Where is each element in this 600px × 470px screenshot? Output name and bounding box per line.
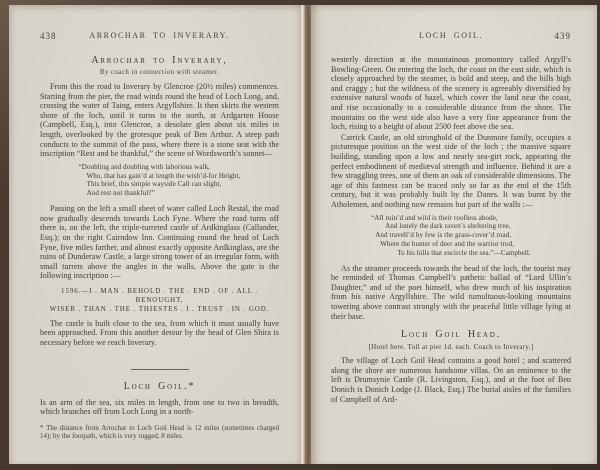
paragraph-carrick-castle: Carrick Castle, an old stronghold of the Dunmore family, occupies a picturesque position on the west side of the loch ; the massive square building, standing upon a low and nearly sea-girt rock, appearing the perfect embodiment of mediæval strength and influence. Behind it are a few straggling trees, one of them an oak of considerable dimensions. The age of this fastness can be traced only so far as the end of the 15th century, but it was probably built by the Danes. It was burnt by the Atholemen, and nothing now remains but part of the walls :— <box>331 132 571 209</box>
page-right <box>311 5 597 464</box>
footnote-distance: * The distance from Arrochar to Loch Goil Head is 12 miles (sometimes charged 14); by the footpath, which is very rugged, 8 miles. <box>40 423 279 441</box>
verse-wordsworth <box>40 163 279 200</box>
running-head-left <box>40 31 279 43</box>
section-divider <box>40 357 279 375</box>
verse-line: And rest not thankful?” <box>86 189 155 198</box>
section-subtitle-coach: By coach in connection with steamer. <box>99 68 220 76</box>
running-title-right: LOCH GOIL. <box>419 31 483 40</box>
paragraph-loch-restal: Passing on the left a small sheet of water called Loch Restal, the road now gradually descends towards Loch Fyne. Where the road turns off there is, on the left, the triple-turreted castle of Ardkinglass (Callander, Esq.); on the right Cairndow Inn. Continuing round the head of Loch Fyne, five miles farther, and almost exactly opposite Ardkinglass, are the ruins of Dunderaw Castle, a large strong tower of an irregular form, with small turrets above the angles in the walls. Above the gate is the following inscription :— <box>40 204 279 281</box>
paragraph-westerly-direction: westerly direction at the mountainous promontory called Argyll’s Bowling-Green. On entering the loch, the coast on the east side, which is closely approached by the steamer, is bold and steep, and the hills high and craggy ; but the wildness of the scenery is agreeably diversified by extensive natural woods of hazel, which cover the land near the coast, and rise occasionally to a considerable distance from the shore. The mountains on the west side also have a very fine appearance from the loch, rising to a height of about 2500 feet above the sea. <box>331 55 571 132</box>
bracket-note-hotel: [Hotel here. Toll at pier 1d. each. Coach to Inverary.] <box>368 343 534 352</box>
verse-line: And travell’d by few is the grass-cover’d road, <box>375 231 512 240</box>
paragraph-glencroe-road: From this the road to Inverary by Glencroe (20½ miles) commences. Starting from the pier, the road winds round the head of Loch Long, and, crossing the water of Taing, enters Argyllshire. It then skirts the western shore of the loch, until it turns to the north, at Ardgarten House (Campbell, Esq.), into Glencroe, a desolate glen about six miles in length, overlooked by the grotesque peak of Ben Arthur. A steep path conducts to the summit of the pass, where there is a stone seat with the inscription “Rest and be thankful,” the scene of Wordsworth’s sonnet— <box>40 82 279 159</box>
paragraph-steamer-proceeds: As the steamer proceeds towards the head of the loch, the tourist may be reminded of Thomas Campbell’s pathetic ballad of “Lord Ullin’s Daughter,” and of the poet himself, who drew much of his inspiration from his native Argyllshire. The wild tumultuous-looking mountains towering above contrast strongly with the peaceful little village lying at their base. <box>331 263 571 321</box>
verse-line: To his hills that encircle the sea.”—Campbell. <box>397 248 531 257</box>
paragraph-village: The village of Loch Goil Head contains a good hotel ; and scattered along the shore are numerous handsome villas. On an eminence to the left is Drumsynie Castle (R. Livingston, Esq.), and at the foot of Ben Donich is Donich Lodge (J. Black, Esq.) The burial aisles of the families of Campbell of Ard- <box>331 356 571 404</box>
verse-line: “Doubling and doubling with laborious walk, <box>78 162 211 171</box>
paragraph-castle-sea: The castle is built close to the sea, from which it must usually have been approached. From this another detour by the head of Glen Shira is necessary before we reach Inverary. <box>40 318 279 348</box>
page-number-right: 439 <box>554 31 571 41</box>
divider-rule <box>131 369 189 370</box>
verse-campbell <box>331 214 571 260</box>
running-title-left: ARROCHAR TO INVERARY. <box>89 31 230 40</box>
verse-line: This brief, this simple wayside Call can slight, <box>86 180 222 189</box>
running-head-right <box>331 31 571 43</box>
section-title-loch-goil: Loch Goil.* <box>123 380 196 392</box>
paragraph-arm-of-sea: Is an arm of the sea, six miles in length, from one to two in breadth, which branches off from Loch Long in a north- <box>40 397 279 417</box>
verse-line: Who, that has gain’d at length the wish’d-for Height, <box>86 171 241 180</box>
page-left <box>9 5 303 464</box>
verse-line: “All ruin’d and wild is their roofless abode, <box>371 213 498 222</box>
castle-gate-inscription <box>40 287 279 314</box>
verse-line: Where the hunter of deer and the warrior trod, <box>380 239 515 248</box>
section-title-arrochar: Arrochar to Inverary, <box>91 55 228 66</box>
page-number-left: 438 <box>40 31 57 41</box>
book-gutter <box>301 5 311 464</box>
inscription-line: WISER . THAN . THE . THIESTES . I . TRUST . IN . GOD. <box>49 304 270 313</box>
section-title-loch-goil-head: Loch Goil Head. <box>401 329 501 341</box>
inscription-line: 1596.—I . MAN . BEHOLD . THE . END . OF . ALL . BENOUGHT, <box>61 286 258 304</box>
verse-line: And lonely the dark raven’s sheltering tree, <box>385 222 511 231</box>
